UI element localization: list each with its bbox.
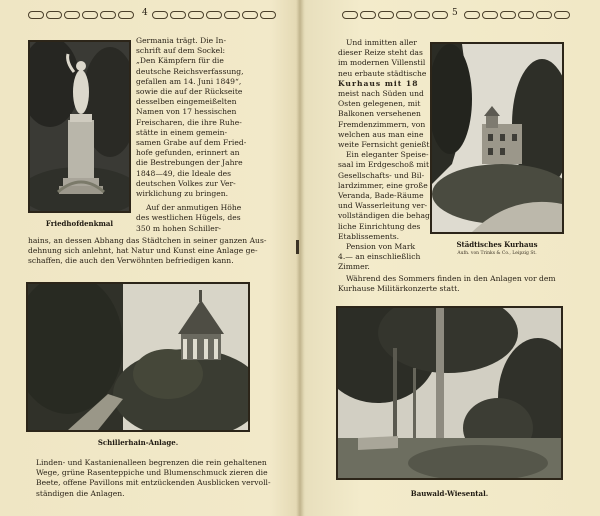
text-line: Osten gelegenen, mit	[338, 99, 421, 109]
text-line: Germania trägt. Die In-	[136, 36, 227, 45]
left-text-bottom	[36, 458, 271, 499]
text-line: deutsche Reichsverfassung,	[136, 66, 244, 76]
text-line: hains, an dessen Abhang das Städtchen in seiner ganzen Aus-	[28, 236, 267, 245]
text-line: 1848—49, die Ideale des	[136, 168, 232, 178]
text-line: Etablissements.	[338, 231, 400, 241]
binding-mark	[296, 240, 299, 254]
text-line: Ein eleganter Speise-	[346, 150, 429, 160]
text-line: Kurhause Militärkonzerte statt.	[338, 284, 460, 294]
text-line: Gesellschafts- und Bil-	[338, 170, 425, 180]
text-line: neu erbaute städtische	[338, 68, 427, 78]
text-line: Kurhaus mit 18	[338, 78, 419, 88]
monument-image	[30, 42, 129, 211]
text-line: welchen aus man eine	[338, 129, 424, 139]
kurhaus-image	[432, 44, 562, 232]
text-line: und Wasserleitung ver-	[338, 201, 428, 211]
text-line: stätte in einem gemein-	[136, 127, 228, 137]
header-ornament-right-2	[464, 10, 570, 20]
caption-monument: Friedhofdenkmal	[45, 219, 114, 228]
caption-schillerhain: Schillerhain-Anlage.	[97, 438, 179, 447]
text-line: meist nach Süden und	[338, 89, 424, 99]
bauwald-image	[338, 308, 561, 478]
text-line: schrift auf dem Sockel:	[136, 46, 226, 56]
text-line: Zimmer.	[338, 262, 370, 272]
left-text-full	[28, 236, 267, 267]
schillerhain-image	[28, 284, 248, 430]
page-number-left: 4	[142, 8, 148, 18]
header-ornament-left-2	[152, 10, 276, 20]
text-line: 350 m hohen Schiller-	[136, 223, 221, 233]
text-line: deutschen Volkes zur Ver-	[136, 178, 236, 188]
text-line: dehnung sich anlehnt, hat Natur und Kunst eine Anlage ge-	[28, 246, 258, 256]
header-ornament-left	[28, 10, 134, 20]
bauwald-photo	[336, 306, 563, 480]
text-line: Wege, grüne Rasenteppiche und Blumenschmuck zieren die	[36, 468, 268, 478]
text-line: im modernen Villenstil	[338, 58, 426, 68]
text-line: Während des Sommers finden in den Anlagen vor dem	[346, 274, 556, 283]
text-line: gefallen am 14. Juni 1849“,	[136, 76, 242, 86]
text-line: schaffen, die auch den Verwöhnten befriedigen kann.	[28, 256, 234, 266]
right-text-column	[338, 38, 433, 273]
schillerhain-photo	[26, 282, 250, 432]
text-line: die Bestrebungen der Jahre	[136, 158, 243, 168]
text-line: Auf der anmutigen Höhe	[146, 203, 242, 213]
text-line: desselben eingemeißelten	[136, 97, 237, 107]
text-line: Veranda, Bade-Räume	[338, 191, 424, 201]
right-text-full	[338, 274, 568, 294]
text-line: Fremdenzimmern, von	[338, 119, 426, 129]
text-line: „Den Kämpfern für die	[136, 56, 224, 66]
text-line: Freischaren, die ihre Ruhe-	[136, 117, 242, 127]
text-line: saal im Erdgeschoß mit	[338, 160, 430, 170]
text-line: weite Fernsicht genießt.	[338, 140, 432, 150]
monument-photo	[28, 40, 131, 213]
text-line: Linden- und Kastanienalleen begrenzen die rein gehaltenen	[36, 458, 267, 467]
subcaption-kurhaus: Aufn. von Trinks & Co., Leipzig St.	[457, 251, 537, 256]
header-ornament-right	[342, 10, 448, 20]
text-line: lardzimmer, eine große	[338, 180, 428, 190]
text-line: Beete, offene Pavillons mit entzückenden Ausblicken vervoll-	[36, 478, 271, 488]
text-line: des westlichen Hügels, des	[136, 213, 241, 223]
text-line: wirklichung zu bringen.	[136, 189, 228, 199]
text-line: Balkonen versehenen	[338, 109, 421, 119]
text-line: sowie die auf der Rückseite	[136, 87, 243, 97]
text-line: 4.— an einschließlich	[338, 252, 421, 262]
text-line: dieser Reize steht das	[338, 48, 423, 58]
text-line: liche Einrichtung des	[338, 221, 421, 231]
left-text-column	[136, 36, 260, 234]
text-line: hofe gefunden, erinnert an	[136, 148, 240, 158]
text-line: Und inmitten aller	[346, 38, 417, 47]
text-line: Pension von Mark	[346, 242, 416, 252]
page-number-right: 5	[452, 8, 458, 18]
book-gutter	[296, 0, 304, 516]
kurhaus-photo	[430, 42, 564, 234]
caption-bauwald: Bauwald-Wiesental.	[410, 489, 489, 498]
text-line: ständigen die Anlagen.	[36, 488, 125, 498]
text-line: Namen von 17 hessischen	[136, 107, 237, 117]
caption-kurhaus: Städtisches Kurhaus	[456, 240, 538, 249]
text-line: vollständigen die behag-	[338, 211, 433, 221]
text-line: samen Grabe auf dem Fried-	[136, 138, 247, 148]
